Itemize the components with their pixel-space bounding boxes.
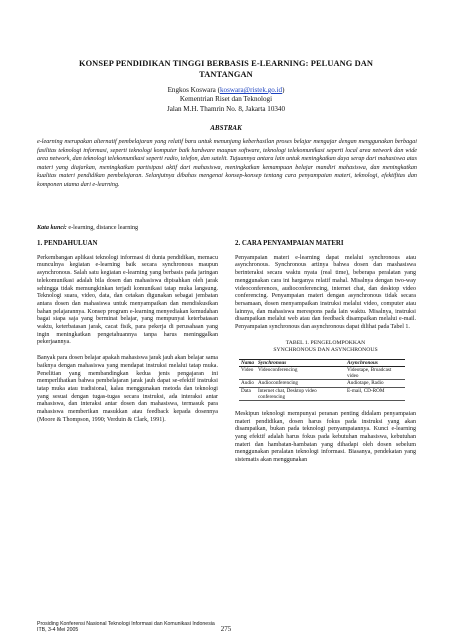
keywords-line [37,224,417,232]
table-cell: Audiotape, Radio [345,380,405,387]
section-heading-cara-penyampaian: 2. CARA PENYAMPAIAN MATERI [235,240,344,247]
pendahuluan-paragraph-2: Banyak para dosen belajar apakah mahasiswa jarak jauh akan belajar sama baiknya dengan mahasiswa yang mendapat instruksi melalui tatap muka. Penelitian yang membandingkan kedua jenis pengajaran ini memperlihatkan bahwa pembelajaran jarak jauh dapat se-efektif instruksi tatap muka atau tradisional, kalau menggunakan metoda dan teknologi yang sesuai dengan tugas-tugas secara instruksi, ada interaksi antar mahasiswa, dan interaksi antar dosen dan mahasiswa, termasuk para mahasiswa memberikan masukkan atau feedback kepada dosennya (Moore & Thompson, 1990; Verduin & Clark, 1991). [37,355,218,423]
keywords-text: e-learning, distance learning [66,225,139,231]
table-cell: Audio [241,380,254,387]
proceedings-footer [37,621,297,634]
table-header-row [239,359,405,366]
table-cell: Audioconferencing [256,380,345,387]
page-number: 275 [220,625,232,633]
author-institution: Kementrian Riset dan Teknologi [179,95,273,104]
table-caption-line-1: TABEL 1. PENGELOMPOKKAN [285,339,366,346]
abstract-text: e-learning merupakan alternatif pembelajaran yang relatif baru untuk menunjang keberhasilan proses belajar mengajar dengan menggunakan berbagai fasilitas teknologi informasi, seperti teknologi komputer baik hardware maupun software, teknologi telekomunikasi seperti local area network dan wide area network, dan teknologi telekomunikasi seperti radio, telefon, dan satelit. Tujuannya antara lain untuk meningkatkan daya serap dari mahasiswa atas materi yang diajarkan, meningkatkan partisipasi aktif dari mahasiswa, meningkatkan kemampuan belajar mandiri mahasiswa, dan meningkatkan kualitas materi pendidikan pembelajaran. Selanjutnya dibahas mengenai konsep-konsep tentang cara penyampaian materi, teknologi, efektifitas dan komponen utama dari e-learning. [37,139,417,188]
table-cell: Videoconferencing [256,366,345,379]
section-heading-pendahuluan: 1. PENDAHULUAN [37,240,98,247]
author-email-link[interactable]: koswara@ristek.go.id [219,86,283,94]
keywords-label: Kata kunci: [37,225,67,231]
pendahuluan-paragraph-1: Perkembangan aplikasi teknologi informasi di dunia pendidikan, memacu munculnya kegiatan e-learning baik secara synchronous maupun asynchronous. Salah satu kegiatan e-learning yang berbasis pada jaringan telekomunikasi adalah bila dosen dan mahasiswa dipisahkan oleh jarak sehingga tidak memungkinkan terjadi komunikasi tatap muka langsung. Teknologi suara, video, data, dan cetakan digunakan sebagai jembatan antara dosen dan mahasiswa untuk menyampaikan dan mendiskusikan bahan pelajarannya. Konsep program e-learning menyediakan kemudahan bagai siapa saja yang berminat belajar, yang mempunyai keterbatasan waktu, keterbatasan jarak, cacat fisik, para pekerja di perusahaan yang ingin meningkatkan pengetahuannya tanpa harus meninggalkan pekerjaannya. [37,254,218,346]
right-column [235,236,416,473]
table-cell: Video [239,366,256,379]
table-caption-line-2: SYNCHRONOUS DAN ASYNCHRONOUS [273,346,378,353]
author-address: Jalan M.H. Thamrin No. 8, Jakarta 10340 [166,104,286,113]
table-caption [235,340,416,354]
footer-venue-date: ITB, 3-4 Mei 2005 [37,627,79,634]
table-cell: Internet chat, Desktop video conferencing [256,387,345,400]
abstract-heading: ABSTRAK [210,124,242,132]
left-column [37,236,218,432]
table-cell: Data [239,387,256,400]
table-cell: E-mail, CD-ROM [345,387,405,400]
footer-proceedings-title: Prosiding Konferensi Nasional Teknologi Informasi dan Komunikasi Indonesia [37,621,215,627]
paper-title: KONSEP PENDIDIKAN TINGGI BERBASIS E-LEARNING: PELUANG DAN TANTANGAN [78,59,374,79]
sync-async-table [239,359,405,401]
table-row [239,366,405,379]
cara-penyampaian-paragraph-2: Meskipun teknologi mempunyai peranan penting didalam penyampaian materi pendidikan, dosen harus fokus pada instruksi yang akan disampaikan, bukan pada teknologi penyampaiannya. Kunci e-learning yang efektif adalah harus fokus pada kebutuhan mahasiswa, kebutuhan materi dan hambatan-hambatan yang dihadapi oleh dosen sebelum menggunakan peralatan teknologi informasi. Biasanya, pendekatan yang sistematis akan menggunakan [235,410,416,464]
table-row [239,387,405,400]
author-block [100,86,352,114]
table-row [239,380,405,387]
table-header-cell: Nama [241,359,254,366]
table-cell: Videotape, Broadcast video [345,366,405,379]
table-header-cell: Asynchronous [345,359,405,366]
table-header-cell: Synchronous [256,359,345,366]
cara-penyampaian-paragraph-1: Penyampaian materi e-learning dapat melalui synchronous atau asynchronous. Synchronous artinya bahwa dosen dan mashasiswa berinteraksi secara waktu nyata (real time), beberapa peralatan yang menggunakan cara ini harganya relatif mahal. Misalnya dengan two-way videoconferences, audioconferencing, internet chat, dan desktop video conferencing. Penyampaian materi dengan asynchronous tidak secara bersamaan, dosen menyampaikan instruksi melalui video, computer atau lainnya, dan mahasiswa merespons pada lain waktu. Misalnya, instruksi disampaikan melalui web atau dan feedback disampaikan melalui e-mail. Penyampaian synchronous dan asynchronous dapat dilihat pada Tabel 1. [235,254,416,331]
author-line: Engkos Koswara (koswara@ristek.go.id) [167,86,285,94]
